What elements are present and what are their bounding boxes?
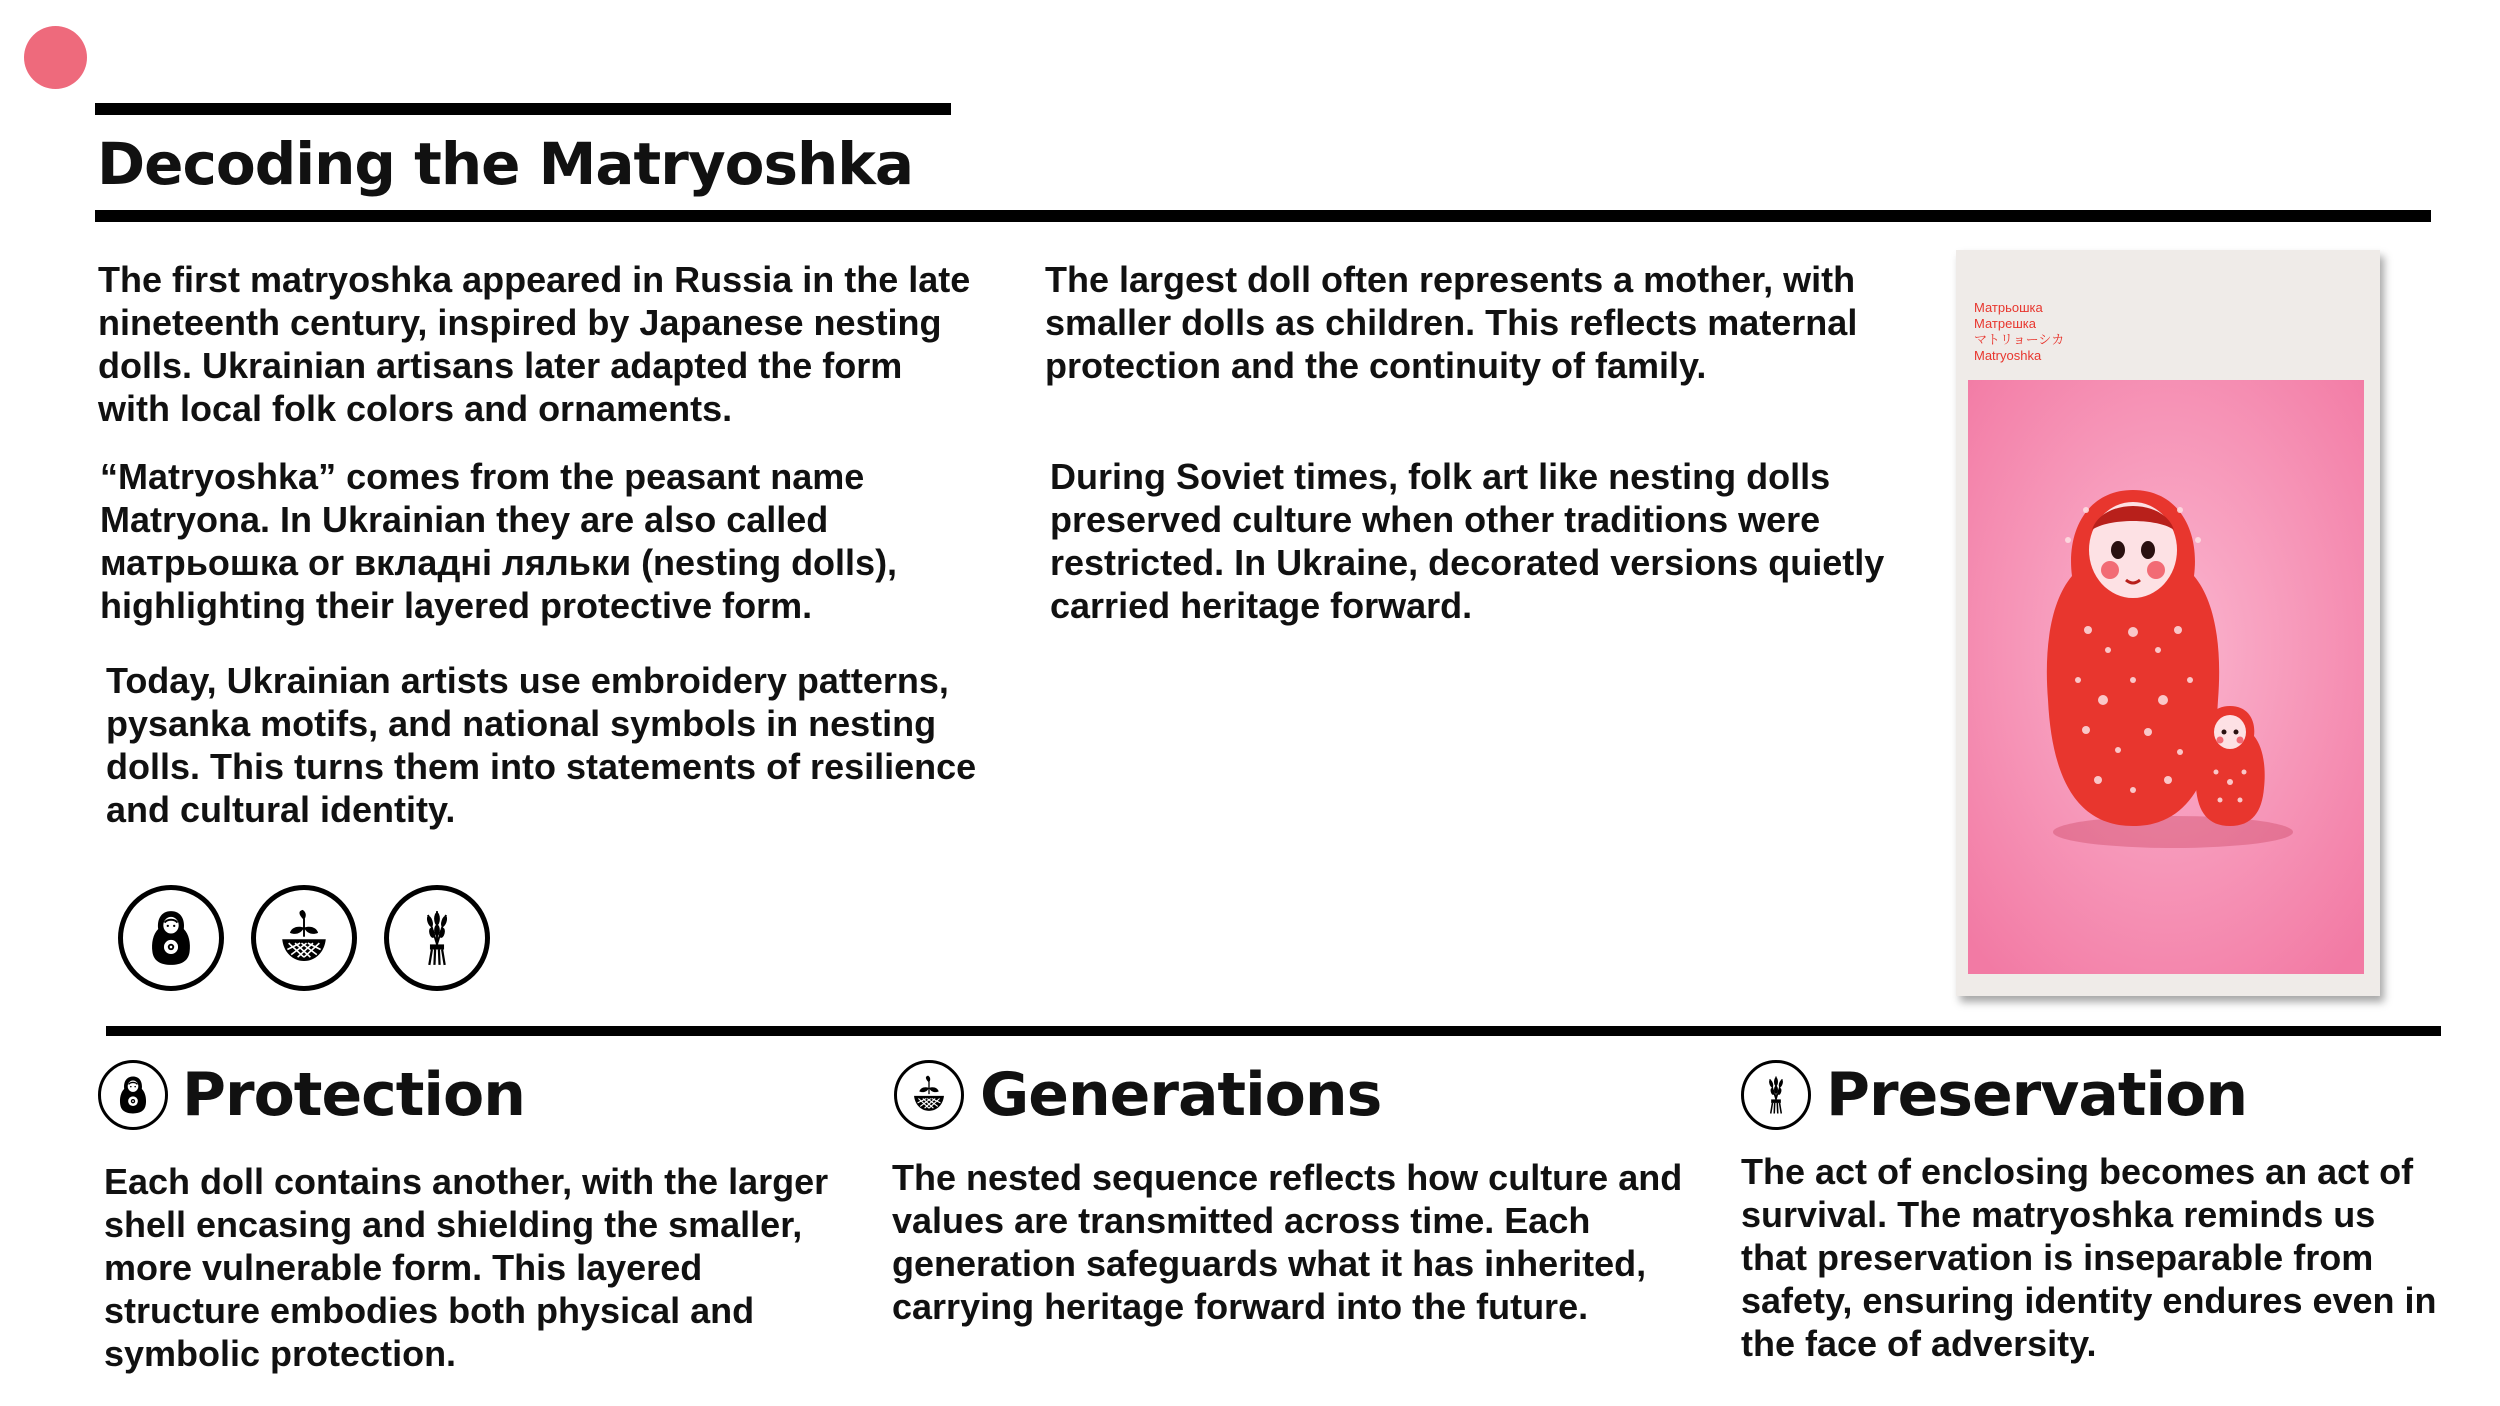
accent-dot [24,26,87,89]
preservation-body: The act of enclosing becomes an act of survival. The matryoshka reminds us that preservation is inseparable from safety, ensuring identity endures even in the face of adversity. [1741,1151,2437,1364]
matryoshka-poster [1956,250,2380,996]
generations-heading-icon [894,1060,964,1130]
section-divider-rule [106,1026,2441,1036]
poster-label: マトリョーシカ [1974,332,2065,347]
poster-label: Матрьошка [1974,300,2043,315]
generations-heading: Generations [980,1060,1382,1130]
sprout-basket-icon [272,906,336,970]
wheat-sheaf-icon [405,906,469,970]
intro-paragraph-soviet: During Soviet times, folk art like nesting dolls preserved culture when other traditions were restricted. In Ukraine, decorated versions quietly carried heritage forward. [1050,456,1885,626]
intro-paragraph-origin: The first matryoshka appeared in Russia in the late nineteenth century, inspired by Japanese nesting dolls. Ukrainian artisans later adapted the form with local folk colors and ornaments. [98,259,971,429]
protection-heading-icon [98,1060,168,1130]
preservation-heading-icon [1741,1060,1811,1130]
page-title: Decoding the Matryoshka [97,130,914,198]
title-top-rule [95,103,951,115]
icon-row-wheat [384,885,490,991]
poster-labels [1974,300,2064,364]
wheat-sheaf-icon [1754,1073,1798,1117]
sprout-basket-icon [907,1073,951,1117]
intro-paragraph-today: Today, Ukrainian artists use embroidery patterns, pysanka motifs, and national symbols in nesting dolls. This turns them into statements of resilience and cultural identity. [106,660,977,830]
icon-row-sprout [251,885,357,991]
generations-body: The nested sequence reflects how culture and values are transmitted across time. Each generation safeguards what it has inherited, carrying heritage forward into the future. [892,1157,1683,1327]
title-bottom-rule [95,210,2431,222]
preservation-heading: Preservation [1826,1060,2248,1130]
poster-doll-illustration [1968,380,2364,974]
intro-paragraph-name: “Matryoshka” comes from the peasant name Matryona. In Ukrainian they are also called матрьошка or вкладні ляльки (nesting dolls), highlighting their layered protective form. [100,456,898,626]
matryoshka-icon [139,906,203,970]
poster-label: Matryoshka [1974,348,2042,363]
icon-row-doll [118,885,224,991]
intro-paragraph-mother: The largest doll often represents a mother, with smaller dolls as children. This reflects maternal protection and the continuity of family. [1045,259,1858,386]
protection-body: Each doll contains another, with the larger shell encasing and shielding the smaller, more vulnerable form. This layered structure embodies both physical and symbolic protection. [104,1161,829,1374]
protection-heading: Protection [182,1060,525,1130]
matryoshka-icon [111,1073,155,1117]
poster-label: Матрешка [1974,316,2036,331]
